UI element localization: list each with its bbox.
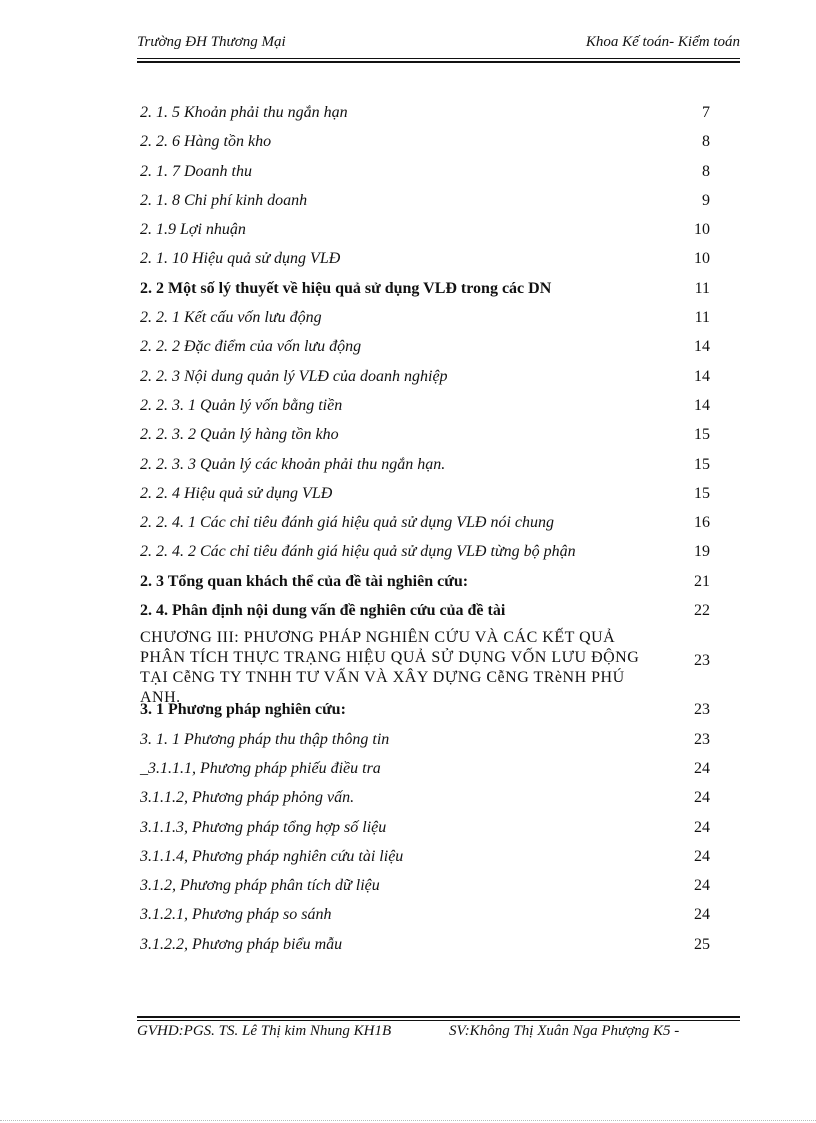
toc-entry-title: 2. 1. 10 Hiệu quả sử dụng VLĐ <box>140 250 341 268</box>
table-of-contents <box>140 99 720 960</box>
toc-entry-page: 23 <box>694 652 710 670</box>
toc-entry-page: 14 <box>694 338 710 356</box>
toc-entry-title: 2. 3 Tổng quan khách thể của đề tài nghiên cứu: <box>140 572 469 590</box>
toc-entry-page: 24 <box>694 818 710 836</box>
footer-rule-thick <box>137 1016 740 1018</box>
toc-entry <box>140 814 720 843</box>
page-footer <box>137 1021 740 1061</box>
toc-entry <box>140 784 720 813</box>
header-faculty: Khoa Kế toán- Kiểm toán <box>585 34 740 50</box>
footer-supervisor: GVHD:PGS. TS. Lê Thị kim Nhung KH1B <box>137 1023 392 1039</box>
toc-entry-page: 19 <box>694 543 710 561</box>
toc-entry-page: 24 <box>694 847 710 865</box>
toc-entry-page: 24 <box>694 877 710 895</box>
toc-entry <box>140 509 720 538</box>
toc-entry-page: 7 <box>702 104 710 121</box>
toc-entry <box>140 872 720 901</box>
toc-entry-page: 21 <box>694 572 710 590</box>
toc-entry-page: 8 <box>702 162 710 180</box>
toc-entry-title: _3.1.1.1, Phương pháp phiếu điều tra <box>140 759 381 777</box>
toc-entry <box>140 187 720 216</box>
header-rule-thick <box>137 61 740 63</box>
page-header <box>137 34 740 56</box>
toc-entry-title: 3.1.1.4, Phương pháp nghiên cứu tài liệu <box>140 847 404 865</box>
toc-entry-page: 10 <box>694 250 710 268</box>
toc-entry <box>140 363 720 392</box>
toc-entry <box>140 538 720 567</box>
toc-entry-page: 23 <box>694 701 710 719</box>
toc-entry-title: 2. 2. 4 Hiệu quả sử dụng VLĐ <box>140 484 333 502</box>
toc-entry-title: 2. 1. 8 Chi phí kinh doanh <box>140 191 308 209</box>
toc-entry <box>140 245 720 274</box>
toc-entry-title: CHƯƠNG III: PHƯƠNG PHÁP NGHIÊN CỨU VÀ CÁC KẾT QUẢ PHÂN TÍCH THỰC TRẠNG HIỆU QUẢ SỬ DỤNG VỐN LƯU ĐỘNG TẠI CễNG TY TNHH TƯ VẤN VÀ XÂY DỰNG CễNG TRèNH PHÚ ANH. <box>140 629 640 707</box>
toc-entry-title: 3.1.2, Phương pháp phân tích dữ liệu <box>140 877 380 895</box>
toc-entry-page: 11 <box>694 309 710 327</box>
toc-entry <box>140 421 720 450</box>
toc-entry <box>140 843 720 872</box>
toc-entry-title: 3. 1 Phương pháp nghiên cứu: <box>140 701 346 719</box>
toc-entry-title: 2. 2. 2 Đặc điểm của vốn lưu động <box>140 338 362 356</box>
toc-entry-page: 14 <box>694 396 710 414</box>
toc-entry-title: 3.1.2.1, Phương pháp so sánh <box>140 906 332 924</box>
toc-entry-title: 2. 2. 3. 1 Quản lý vốn bằng tiền <box>140 396 343 414</box>
toc-chapter-heading <box>140 626 720 707</box>
toc-entry-page: 15 <box>694 426 710 444</box>
toc-entry-title: 2. 2 Một số lý thuyết về hiệu quả sử dụng VLĐ trong các DN <box>140 279 552 297</box>
page-bottom-dotted-line <box>0 1120 816 1121</box>
toc-entry-page: 10 <box>694 221 710 239</box>
toc-entry <box>140 275 720 304</box>
toc-entry-title: 2. 2. 4. 2 Các chỉ tiêu đánh giá hiệu quả sử dụng VLĐ từng bộ phận <box>140 543 576 561</box>
toc-entry-title: 3.1.1.2, Phương pháp phỏng vấn. <box>140 789 355 807</box>
toc-entry <box>140 216 720 245</box>
toc-entry <box>140 755 720 784</box>
toc-entry-title: 2. 1. 7 Doanh thu <box>140 162 252 180</box>
toc-entry-page: 24 <box>694 789 710 807</box>
toc-entry <box>140 696 720 725</box>
toc-entry-title: 2. 2. 3. 3 Quản lý các khoản phải thu ngắn hạn. <box>140 455 446 473</box>
toc-entry <box>140 568 720 597</box>
toc-entry-title: 3.1.1.3, Phương pháp tổng hợp số liệu <box>140 818 387 836</box>
toc-entry <box>140 304 720 333</box>
toc-entry <box>140 451 720 480</box>
toc-entry <box>140 333 720 362</box>
toc-entry <box>140 99 720 128</box>
toc-entry-page: 24 <box>694 906 710 924</box>
toc-entry-title: 2. 2. 3 Nội dung quản lý VLĐ của doanh nghiệp <box>140 367 448 385</box>
toc-entry-title: 2. 4. Phân định nội dung vấn đề nghiên cứu của đề tài <box>140 602 506 620</box>
toc-entry-page: 15 <box>694 484 710 502</box>
header-school: Trường ĐH Thương Mại <box>137 34 286 50</box>
toc-entry-page: 8 <box>702 133 710 151</box>
toc-entry-page: 15 <box>694 455 710 473</box>
toc-entry <box>140 597 720 626</box>
toc-entry-page: 14 <box>694 367 710 385</box>
toc-entry <box>140 901 720 930</box>
toc-entry-title: 2. 2. 3. 2 Quản lý hàng tồn kho <box>140 426 339 444</box>
toc-entry-title: 2. 2. 1 Kết cấu vốn lưu động <box>140 309 322 327</box>
toc-entry-title: 2. 1. 5 Khoản phải thu ngắn hạn <box>140 104 348 121</box>
toc-entry-page: 23 <box>694 730 710 748</box>
toc-entry <box>140 726 720 755</box>
toc-entry-page: 11 <box>694 279 710 297</box>
toc-entry-title: 2. 2. 4. 1 Các chỉ tiêu đánh giá hiệu quả sử dụng VLĐ nói chung <box>140 514 555 532</box>
header-rule-thin <box>137 58 740 59</box>
toc-entry <box>140 480 720 509</box>
toc-entry <box>140 158 720 187</box>
toc-entry-title: 3. 1. 1 Phương pháp thu thập thông tin <box>140 730 390 748</box>
toc-entry-title: 2. 1.9 Lợi nhuận <box>140 221 246 239</box>
toc-entry-page: 24 <box>694 759 710 777</box>
toc-entry-page: 16 <box>694 514 710 532</box>
toc-entry-title: 3.1.2.2, Phương pháp biểu mẫu <box>140 935 343 953</box>
footer-student: SV:Không Thị Xuân Nga Phượng K5 - <box>449 1023 680 1039</box>
toc-entry-page: 22 <box>694 602 710 620</box>
toc-entry <box>140 128 720 157</box>
toc-entry <box>140 931 720 960</box>
toc-entry-title: 2. 2. 6 Hàng tồn kho <box>140 133 272 151</box>
toc-entry <box>140 392 720 421</box>
toc-entry-page: 25 <box>694 935 710 953</box>
toc-entry-page: 9 <box>702 191 710 209</box>
